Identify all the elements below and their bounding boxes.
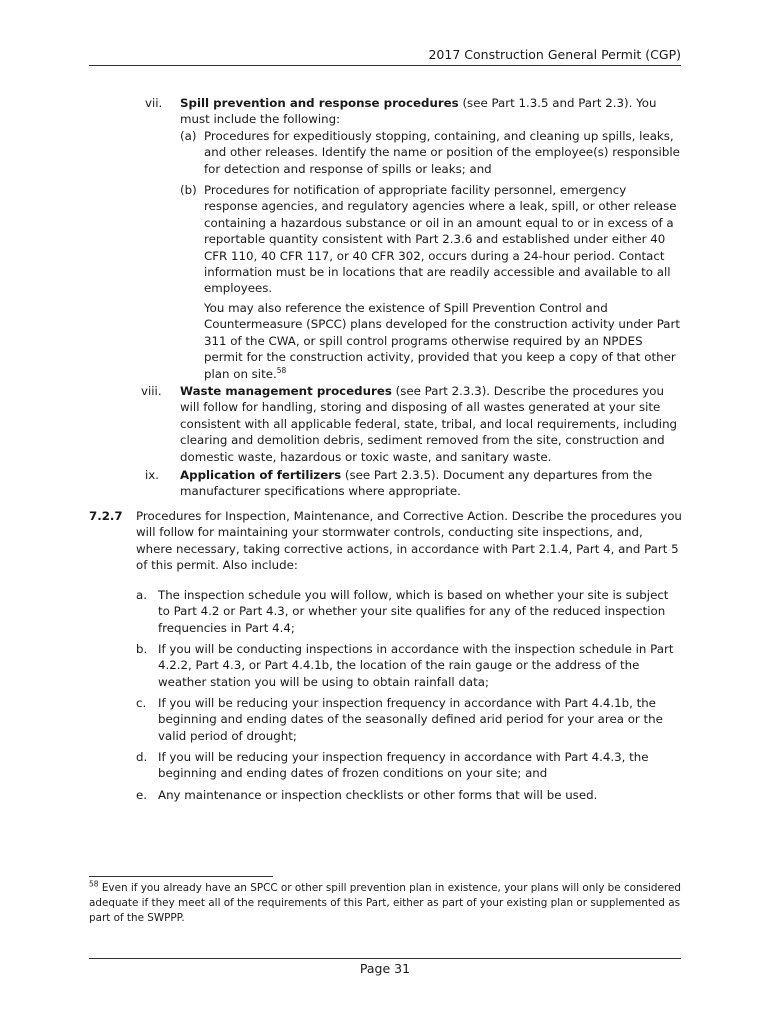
section-text: Procedures for Inspection, Maintenance, and Corrective Action. Describe the procedures you will follow for maintaining your stormwater controls, conducting site inspections, and, where necessary, taking corrective actions, in accordance with Part 2.1.4, Part 4, and Part 5 of this permit. Also include: [136,509,682,573]
list-item-c: If you will be reducing your inspection frequency in accordance with Part 4.4.1b, the beginning and ending dates of the seasonally defined arid period for your area or the valid period of drought; [158,696,663,743]
list-item-number-d: d. [136,750,148,764]
footnote-reference[interactable]: 58 [276,365,287,375]
item-ix-body: (see Part 2.3.5). Document any departures from the manufacturer specifications where appropriate. [180,468,653,499]
item-vii-intro [180,95,680,128]
item-number-ix: ix. [145,468,160,482]
item-number-viii: viii. [141,384,162,398]
list-item-a: The inspection schedule you will follow, which is based on whether your site is subject to Part 4.2 or Part 4.3, or whether your site qualifies for any of the reduced inspection frequencies in Part 4.4; [158,588,669,635]
header-rule [89,65,681,66]
list-item-b: If you will be conducting inspections in accordance with the inspection schedule in Part 4.2.2, Part 4.3, or Part 4.4.1b, the location of the rain gauge or the address of the weather station you will be using to obtain rainfall data; [158,642,674,689]
item-ix-text [180,467,680,500]
footnote-number: 58 [89,879,99,889]
list-item-number-c: c. [136,696,147,710]
item-vii-title: Spill prevention and response procedures [180,96,459,110]
item-viii-body: (see Part 2.3.3). Describe the procedures you will follow for handling, storing and disposing of all wastes generated at your site consistent with all applicable federal, state, tribal, and local requirements, including clearing and demolition debris, sediment removed from the site, construction and domestic waste, hazardous or toxic waste, and sanitary waste. [180,384,678,464]
footnote-text: Even if you already have an SPCC or other spill prevention plan in existence, your plans will only be considered adequate if they meet all of the requirements of this Part, either as part of your existing plan or supplemented as part of the SWPPP. [89,882,681,924]
list-item-number-b: b. [136,642,148,656]
item-viii-title: Waste management procedures [180,384,392,398]
list-item-d: If you will be reducing your inspection frequency in accordance with Part 4.4.3, the beginning and ending dates of frozen conditions on your site; and [158,750,649,781]
item-vii-lead: (see Part 1.3.5 and Part 2.3). You must include the following: [180,96,657,127]
list-item-number-a: a. [136,588,147,602]
footer-rule [89,958,681,959]
subitem-number-b: (b) [180,183,197,197]
spcc-paragraph-text: You may also reference the existence of Spill Prevention Control and Countermeasure (SPCC) plans developed for the construction activity under Part 311 of the CWA, or spill control programs otherwise required by an NPDES permit for the construction activity, provided that you keep a copy of that other plan on site. [204,301,681,381]
item-viii-text [180,383,680,465]
list-item-number-e: e. [136,788,148,802]
subitem-b-text: Procedures for notification of appropriate facility personnel, emergency response agencies, and regulatory agencies where a leak, spill, or other release containing a hazardous substance or oil in an amount equal to or in excess of a reportable quantity consistent with Part 2.3.6 and established under either 40 CFR 110, 40 CFR 117, or 40 CFR 302, occurs during a 24-hour period. Contact information must be in locations that are readily accessible and available to all employees. [204,183,677,296]
subitem-a-text: Procedures for expeditiously stopping, containing, and cleaning up spills, leaks, and other releases. Identify the name or position of the employee(s) responsible for detection and response of spills or leaks; and [204,129,680,176]
list-item-e: Any maintenance or inspection checklists or other forms that will be used. [158,788,598,802]
section-number: 7.2.7 [89,509,123,523]
item-number-vii: vii. [145,96,163,110]
running-header: 2017 Construction General Permit (CGP) [428,47,681,62]
spcc-paragraph [204,300,680,382]
item-ix-title: Application of fertilizers [180,468,342,482]
page-number: Page 31 [359,961,411,976]
footnote [89,881,689,926]
footnote-rule [89,876,273,877]
subitem-number-a: (a) [180,129,197,143]
